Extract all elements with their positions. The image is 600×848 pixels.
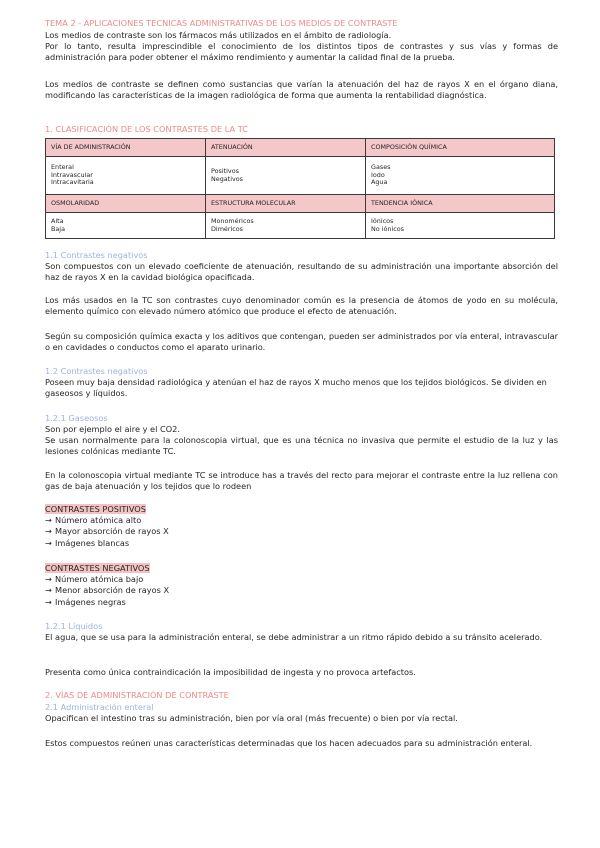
intro-line-2: Por lo tanto, resulta imprescindible el conocimiento de los distintos tipos de contrastes y sus vías y formas de administración para poder obtener el máximo rendimiento y aumentar la calidad final de la prueba. [45, 41, 558, 63]
table-header-row [46, 139, 555, 157]
section-1-heading: 1. CLASIFICACIÓN DE LOS CONTRASTES DE LA TC [45, 124, 248, 134]
arrow-right-icon: → [45, 596, 52, 607]
list-item-text: Mayor absorción de rayos X [55, 526, 169, 537]
cell-line: Positivos [211, 166, 239, 175]
list-item [45, 585, 558, 596]
section-1-2-1-gaseosos-heading: 1.2.1 Gaseosos [45, 413, 108, 423]
list-item [45, 597, 558, 608]
table-header-cell: ESTRUCTURA MOLECULAR [206, 195, 366, 213]
classification-table [45, 138, 555, 239]
section-2-1-heading: 2.1 Administración enteral [45, 702, 154, 712]
gaseosos-line-2: Se usan normalmente para la colonoscopia virtual, que es una técnica no invasiva que permite el estudio de la luz y las lesiones colónicas mediante TC. [45, 435, 558, 457]
liquidos-paragraph-2: Presenta como única contraindicación la imposibilidad de ingesta y no provoca artefactos. [45, 667, 416, 677]
list-item [45, 526, 558, 537]
table-header-cell: ATENUACIÓN [206, 139, 366, 157]
table-cell [206, 213, 366, 239]
table-row [46, 157, 555, 195]
section-2-heading: 2. VÍAS DE ADMINISTRACIÓN DE CONTRASTE [45, 690, 229, 700]
table-header-cell: TENDENCIA IÓNICA [366, 195, 555, 213]
table-cell [46, 157, 206, 195]
cell-line: Diméricos [211, 224, 244, 233]
arrow-right-icon: → [45, 515, 52, 526]
cell-line: Gases [371, 163, 391, 172]
s1-1-paragraph-2: Los más usados en la TC son contrastes cuyo denominador común es la presencia de átomos de yodo en su molécula, elemento químico con elevado número atómico que produce el efecto de atenuación. [45, 295, 558, 317]
table-header-cell: VÍA DE ADMINISTRACIÓN [46, 139, 206, 157]
intro-paragraph-2: Los medios de contraste se definen como sustancias que varían la atenuación del haz de rayos X en el órgano diana, modificando las características de la imagen radiológica de forma que aumenta la rentabilidad diagnóstica. [45, 79, 558, 101]
table-cell [206, 157, 366, 195]
cell-line: No iónicos [371, 224, 404, 233]
list-item-text: Imágenes negras [55, 596, 126, 607]
negativos-title: CONTRASTES NEGATIVOS [45, 563, 150, 573]
table-header-cell: OSMOLARIDAD [46, 195, 206, 213]
cell-line: Negativos [211, 174, 243, 183]
page-title: TEMA 2 - APLICACIONES TÉCNICAS ADMINISTRATIVAS DE LOS MEDIOS DE CONTRASTE [45, 18, 398, 28]
table-row [46, 213, 555, 239]
positivos-title: CONTRASTES POSITIVOS [45, 504, 146, 514]
contrastes-negativos [45, 563, 558, 608]
intro-paragraph-1 [45, 30, 558, 64]
table-cell [366, 213, 555, 239]
cell-line: Agua [371, 178, 388, 187]
s1-2-paragraph-1: Poseen muy baja densidad radiológica y atenúan el haz de rayos X mucho menos que los tejidos biológicos. Se dividen en gaseosos y líquidos. [45, 377, 547, 399]
cell-line: Enteral [51, 163, 74, 172]
table-header-row [46, 195, 555, 213]
section-1-2-heading: 1.2 Contrastes negativos [45, 366, 148, 376]
section-1-2-1-liquidos-heading: 1.2.1 Líquidos [45, 621, 103, 631]
cell-line: Intracavitaria [51, 178, 94, 187]
table-cell [366, 157, 555, 195]
table-header-cell: COMPOSICIÓN QUÍMICA [366, 139, 555, 157]
contrastes-positivos [45, 504, 558, 549]
list-item [45, 515, 558, 526]
arrow-right-icon: → [45, 537, 52, 548]
s2-1-paragraph-2: Estos compuestos reúnen unas características determinadas que los hacen adecuados para su administración enteral. [45, 738, 533, 748]
cell-line: Baja [51, 224, 65, 233]
list-item-text: Imágenes blancas [55, 537, 130, 548]
cell-line: Alta [51, 216, 64, 225]
cell-line: Iónicos [371, 216, 394, 225]
arrow-right-icon: → [45, 574, 52, 585]
intro-line-1: Los medios de contraste son los fármacos más utilizados en el ámbito de radiología. [45, 30, 392, 40]
cell-line: Monoméricos [211, 216, 254, 225]
s1-1-paragraph-3: Según su composición química exacta y los aditivos que contengan, pueden ser administrados por vía enteral, intravascular o en cavidades o conductos como el aparato urinario. [45, 331, 558, 353]
table-cell [46, 213, 206, 239]
cell-line: Iodo [371, 170, 385, 179]
s1-1-paragraph-1: Son compuestos con un elevado coeficiente de atenuación, resultando de su administración una importante absorción del haz de rayos X en la cavidad biológica opacificada. [45, 261, 558, 283]
list-item-text: Menor absorción de rayos X [55, 585, 170, 596]
gaseosos-paragraph-1 [45, 424, 558, 458]
liquidos-paragraph-1: El agua, que se usa para la administración enteral, se debe administrar a un ritmo rápido debido a su tránsito acelerado. [45, 632, 543, 642]
list-item [45, 574, 558, 585]
arrow-right-icon: → [45, 526, 52, 537]
cell-line: Intravascular [51, 170, 93, 179]
list-item-text: Número atómica bajo [55, 574, 144, 585]
arrow-right-icon: → [45, 585, 52, 596]
s2-1-paragraph-1: Opacifican el intestino tras su administración, bien por vía oral (más frecuente) o bien por vía rectal. [45, 713, 458, 723]
list-item [45, 538, 558, 549]
section-1-1-heading: 1.1 Contrastes negativos [45, 250, 148, 260]
gaseosos-line-1: Son por ejemplo el aire y el CO2. [45, 424, 180, 434]
gaseosos-paragraph-2: En la colonoscopia virtual mediante TC se introduce has a través del recto para mejorar el contraste entre la luz rellena con gas de baja atenuación y los tejidos que lo rodeen [45, 470, 558, 492]
list-item-text: Número atómica alto [55, 515, 142, 526]
